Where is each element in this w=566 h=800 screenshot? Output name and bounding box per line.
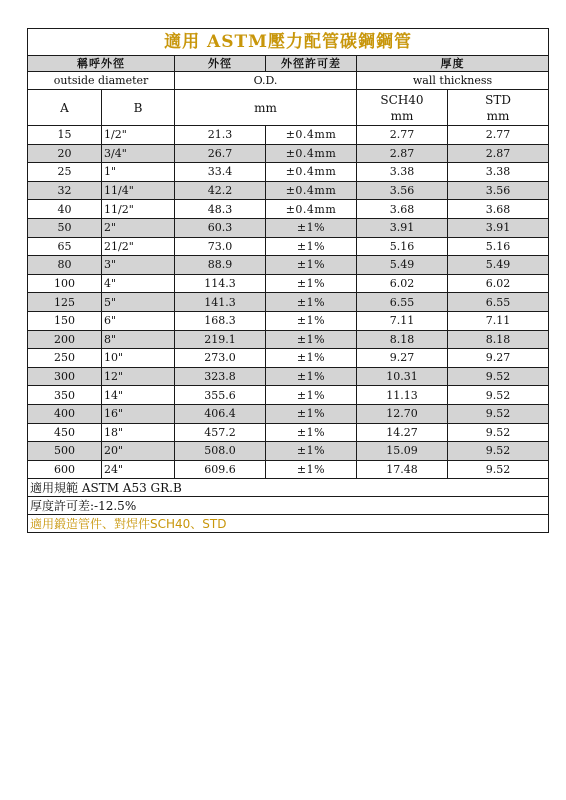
header-row-units <box>28 90 549 126</box>
header-od: 外徑 <box>175 56 266 72</box>
cell-a: 300 <box>28 367 102 386</box>
cell-a: 125 <box>28 293 102 312</box>
cell-b: 21/2" <box>102 237 175 256</box>
cell-a: 600 <box>28 460 102 479</box>
cell-a: 32 <box>28 181 102 200</box>
cell-od: 48.3 <box>175 200 266 219</box>
cell-a: 450 <box>28 423 102 442</box>
cell-tolerance: ±1% <box>266 274 357 293</box>
cell-b: 8" <box>102 330 175 349</box>
table-row <box>28 386 549 405</box>
table-row <box>28 460 549 479</box>
cell-b: 11/2" <box>102 200 175 219</box>
cell-tolerance: ±1% <box>266 218 357 237</box>
cell-b: 10" <box>102 349 175 368</box>
cell-od: 60.3 <box>175 218 266 237</box>
cell-tolerance: ±1% <box>266 311 357 330</box>
header-od-en: O.D. <box>175 72 357 90</box>
cell-od: 141.3 <box>175 293 266 312</box>
cell-od: 609.6 <box>175 460 266 479</box>
cell-a: 20 <box>28 144 102 163</box>
cell-a: 50 <box>28 218 102 237</box>
cell-od: 219.1 <box>175 330 266 349</box>
cell-b: 2" <box>102 218 175 237</box>
cell-sch40: 15.09 <box>357 442 448 461</box>
cell-tolerance: ±1% <box>266 423 357 442</box>
cell-sch40: 6.02 <box>357 274 448 293</box>
cell-sch40: 5.49 <box>357 256 448 275</box>
data-rows <box>28 126 549 479</box>
cell-tolerance: ±0.4mm <box>266 144 357 163</box>
table-row <box>28 293 549 312</box>
header-row-english <box>28 72 549 90</box>
cell-od: 508.0 <box>175 442 266 461</box>
cell-tolerance: ±1% <box>266 460 357 479</box>
cell-tolerance: ±1% <box>266 404 357 423</box>
cell-std: 5.49 <box>448 256 549 275</box>
cell-sch40: 5.16 <box>357 237 448 256</box>
cell-od: 88.9 <box>175 256 266 275</box>
table-row <box>28 144 549 163</box>
cell-tolerance: ±1% <box>266 367 357 386</box>
cell-od: 273.0 <box>175 349 266 368</box>
cell-od: 355.6 <box>175 386 266 405</box>
table-row <box>28 423 549 442</box>
cell-od: 26.7 <box>175 144 266 163</box>
cell-std: 6.55 <box>448 293 549 312</box>
cell-sch40: 3.38 <box>357 163 448 182</box>
cell-od: 406.4 <box>175 404 266 423</box>
cell-sch40: 2.87 <box>357 144 448 163</box>
cell-b: 4" <box>102 274 175 293</box>
table-row <box>28 367 549 386</box>
cell-sch40: 10.31 <box>357 367 448 386</box>
table-row <box>28 200 549 219</box>
header-outside-diameter: outside diameter <box>28 72 175 90</box>
pipe-spec-sheet <box>27 28 548 533</box>
table-row <box>28 274 549 293</box>
cell-sch40: 12.70 <box>357 404 448 423</box>
header-tolerance: 外徑許可差 <box>266 56 357 72</box>
cell-std: 3.68 <box>448 200 549 219</box>
cell-od: 114.3 <box>175 274 266 293</box>
cell-std: 3.91 <box>448 218 549 237</box>
cell-std: 3.38 <box>448 163 549 182</box>
cell-a: 80 <box>28 256 102 275</box>
cell-a: 40 <box>28 200 102 219</box>
cell-a: 250 <box>28 349 102 368</box>
footer-tolerance: 厚度許可差:-12.5% <box>28 497 549 515</box>
cell-tolerance: ±1% <box>266 442 357 461</box>
cell-b: 24" <box>102 460 175 479</box>
cell-std: 2.87 <box>448 144 549 163</box>
table-row <box>28 181 549 200</box>
cell-std: 9.52 <box>448 460 549 479</box>
cell-tolerance: ±1% <box>266 293 357 312</box>
cell-tolerance: ±0.4mm <box>266 163 357 182</box>
cell-tolerance: ±0.4mm <box>266 181 357 200</box>
cell-od: 33.4 <box>175 163 266 182</box>
header-thickness: 厚度 <box>357 56 549 72</box>
pipe-spec-table <box>27 28 549 533</box>
cell-sch40: 3.91 <box>357 218 448 237</box>
cell-a: 65 <box>28 237 102 256</box>
cell-tolerance: ±1% <box>266 237 357 256</box>
cell-a: 25 <box>28 163 102 182</box>
cell-sch40: 6.55 <box>357 293 448 312</box>
footer-fittings: 適用鍛造管件、對焊件SCH40、STD <box>28 515 549 533</box>
cell-od: 323.8 <box>175 367 266 386</box>
cell-sch40: 8.18 <box>357 330 448 349</box>
cell-od: 457.2 <box>175 423 266 442</box>
cell-b: 3/4" <box>102 144 175 163</box>
table-row <box>28 163 549 182</box>
cell-od: 21.3 <box>175 126 266 145</box>
cell-b: 12" <box>102 367 175 386</box>
header-nominal: 稱呼外徑 <box>28 56 175 72</box>
sheet-title: 適用 ASTM壓力配管碳鋼鋼管 <box>28 29 549 56</box>
footer-spec: 適用規範 ASTM A53 GR.B <box>28 479 549 497</box>
cell-tolerance: ±1% <box>266 386 357 405</box>
cell-sch40: 2.77 <box>357 126 448 145</box>
cell-b: 5" <box>102 293 175 312</box>
cell-b: 20" <box>102 442 175 461</box>
header-std-label: STD <box>485 92 511 107</box>
table-row <box>28 442 549 461</box>
table-row <box>28 311 549 330</box>
header-b: B <box>102 90 175 126</box>
cell-tolerance: ±1% <box>266 349 357 368</box>
header-sch40-unit: mm <box>390 108 414 123</box>
cell-std: 9.52 <box>448 386 549 405</box>
cell-sch40: 14.27 <box>357 423 448 442</box>
header-sch40 <box>357 90 448 126</box>
cell-a: 150 <box>28 311 102 330</box>
cell-std: 9.27 <box>448 349 549 368</box>
cell-b: 18" <box>102 423 175 442</box>
cell-std: 5.16 <box>448 237 549 256</box>
cell-tolerance: ±1% <box>266 330 357 349</box>
table-row <box>28 218 549 237</box>
cell-b: 1/2" <box>102 126 175 145</box>
cell-sch40: 17.48 <box>357 460 448 479</box>
header-mm: mm <box>175 90 357 126</box>
table-row <box>28 126 549 145</box>
cell-b: 16" <box>102 404 175 423</box>
cell-b: 11/4" <box>102 181 175 200</box>
cell-od: 73.0 <box>175 237 266 256</box>
cell-a: 400 <box>28 404 102 423</box>
cell-a: 350 <box>28 386 102 405</box>
cell-sch40: 11.13 <box>357 386 448 405</box>
table-row <box>28 349 549 368</box>
cell-sch40: 3.68 <box>357 200 448 219</box>
cell-tolerance: ±1% <box>266 256 357 275</box>
table-row <box>28 256 549 275</box>
cell-std: 9.52 <box>448 367 549 386</box>
table-row <box>28 237 549 256</box>
cell-b: 6" <box>102 311 175 330</box>
cell-od: 42.2 <box>175 181 266 200</box>
table-row <box>28 404 549 423</box>
cell-sch40: 3.56 <box>357 181 448 200</box>
header-sch40-label: SCH40 <box>380 92 424 107</box>
cell-sch40: 7.11 <box>357 311 448 330</box>
cell-b: 3" <box>102 256 175 275</box>
cell-a: 100 <box>28 274 102 293</box>
header-std <box>448 90 549 126</box>
cell-std: 3.56 <box>448 181 549 200</box>
header-a: A <box>28 90 102 126</box>
header-wall-thickness: wall thickness <box>357 72 549 90</box>
cell-std: 9.52 <box>448 423 549 442</box>
cell-sch40: 9.27 <box>357 349 448 368</box>
cell-a: 200 <box>28 330 102 349</box>
header-row-chinese <box>28 56 549 72</box>
cell-std: 9.52 <box>448 442 549 461</box>
cell-b: 1" <box>102 163 175 182</box>
cell-od: 168.3 <box>175 311 266 330</box>
cell-tolerance: ±0.4mm <box>266 126 357 145</box>
cell-std: 8.18 <box>448 330 549 349</box>
header-std-unit: mm <box>486 108 510 123</box>
cell-b: 14" <box>102 386 175 405</box>
cell-tolerance: ±0.4mm <box>266 200 357 219</box>
cell-a: 500 <box>28 442 102 461</box>
cell-std: 9.52 <box>448 404 549 423</box>
cell-std: 2.77 <box>448 126 549 145</box>
cell-std: 6.02 <box>448 274 549 293</box>
table-row <box>28 330 549 349</box>
cell-a: 15 <box>28 126 102 145</box>
cell-std: 7.11 <box>448 311 549 330</box>
